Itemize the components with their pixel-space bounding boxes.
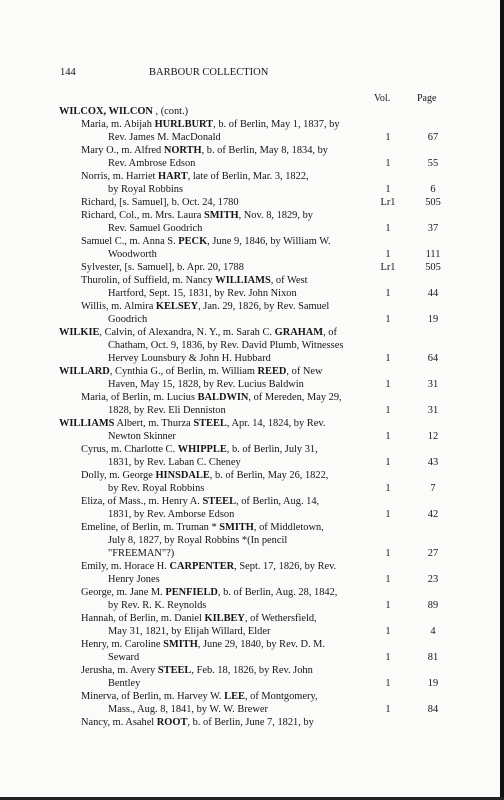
entry-line xyxy=(0,456,504,469)
entry-line xyxy=(0,443,504,456)
entry-text xyxy=(81,664,313,677)
entry-line xyxy=(0,222,504,235)
entry-text-segment: , of Berlin, Aug. 14, xyxy=(236,496,320,507)
volume-ref: 1 xyxy=(385,431,391,442)
surname: PENFIELD xyxy=(165,587,218,598)
volume-ref: 1 xyxy=(385,652,391,663)
page-ref: 6 xyxy=(430,184,436,195)
entry-text-segment: , Calvin, of Alexandra, N. Y., m. Sarah C. xyxy=(99,327,275,338)
entry-text xyxy=(59,417,325,430)
entry-text-segment: Emeline, of Berlin, m. Truman * xyxy=(81,522,220,533)
volume-ref: 1 xyxy=(385,678,391,689)
entry-text-segment: , June 29, 1840, by Rev. D. M. xyxy=(197,639,325,650)
entry-text-segment: Hartford, Sept. 15, 1831, by Rev. John Nixon xyxy=(108,288,297,299)
entry-line xyxy=(0,651,504,664)
surname: WILCOX, WILCON xyxy=(59,106,153,117)
entry-text xyxy=(108,404,226,417)
page-ref: 505 xyxy=(425,197,441,208)
entry-line xyxy=(0,183,504,196)
entry-line xyxy=(0,703,504,716)
entry-text-segment: 1828, by Rev. Eli Denniston xyxy=(108,405,226,416)
page-ref: 67 xyxy=(427,132,439,143)
entry-text xyxy=(108,157,195,170)
entry-line xyxy=(0,625,504,638)
surname: ROOT xyxy=(156,717,188,728)
entry-text xyxy=(81,209,313,222)
entry-text xyxy=(81,560,336,573)
entry-text-segment: , b. of Berlin, July 31, xyxy=(226,444,318,455)
volume-ref: 1 xyxy=(385,509,391,520)
entry-line xyxy=(0,430,504,443)
volume-ref: 1 xyxy=(385,249,391,260)
entry-line xyxy=(0,144,504,157)
entry-text xyxy=(81,495,319,508)
entry-line xyxy=(0,469,504,482)
entry-text-segment: Willis, m. Almira xyxy=(81,301,156,312)
entry-text-segment: Jerusha, m. Avery xyxy=(81,665,158,676)
entry-text xyxy=(81,638,325,651)
entry-line xyxy=(0,287,504,300)
volume-ref: 1 xyxy=(385,223,391,234)
entry-text xyxy=(108,534,287,547)
surname: KELSEY xyxy=(155,301,199,312)
entry-text xyxy=(81,716,314,729)
entry-text-segment: Newton Skinner xyxy=(108,431,176,442)
entry-text xyxy=(81,261,244,274)
entry-line xyxy=(0,521,504,534)
scan-edge-right xyxy=(500,0,504,800)
entry-text-segment: by Rev. Royal Robbins xyxy=(108,483,205,494)
surname: HINSDALE xyxy=(155,470,210,481)
entry-text-segment: Rev. James M. MacDonald xyxy=(108,132,221,143)
entry-text-segment: , b. of Berlin, May 1, 1837, by xyxy=(213,119,340,130)
entry-text xyxy=(81,274,308,287)
entry-text-segment: , of West xyxy=(270,275,308,286)
entry-text-segment: Sylvester, [s. Samuel], b. Apr. 20, 1788 xyxy=(81,262,244,273)
entry-line xyxy=(0,391,504,404)
entry-text-segment: , b. of Berlin, Aug. 28, 1842, xyxy=(217,587,338,598)
page-ref: 42 xyxy=(427,509,439,520)
entry-line xyxy=(0,261,504,274)
entry-text xyxy=(108,677,140,690)
page-ref: 19 xyxy=(427,314,439,325)
page-ref: 55 xyxy=(427,158,439,169)
entry-text xyxy=(81,196,239,209)
entry-text-segment: , of Wethersfield, xyxy=(244,613,317,624)
entry-line xyxy=(0,300,504,313)
entry-line xyxy=(0,495,504,508)
entry-text xyxy=(81,469,328,482)
surname: WHIPPLE xyxy=(177,444,227,455)
entry-text xyxy=(108,339,343,352)
entry-text xyxy=(108,651,139,664)
volume-ref: 1 xyxy=(385,574,391,585)
volume-ref: 1 xyxy=(385,132,391,143)
surname: HURLBURT xyxy=(154,119,214,130)
entry-text-segment: George, m. Jane M. xyxy=(81,587,166,598)
entry-line xyxy=(0,482,504,495)
surname: REED xyxy=(257,366,287,377)
entry-text xyxy=(108,482,204,495)
entry-text-segment: Richard, Col., m. Mrs. Laura xyxy=(81,210,204,221)
page-ref: 64 xyxy=(427,353,439,364)
page-ref: 19 xyxy=(427,678,439,689)
entry-text-segment: , Nov. 8, 1829, by xyxy=(238,210,313,221)
entry-text-segment: , (cont.) xyxy=(152,106,189,117)
page-ref: 31 xyxy=(427,405,439,416)
entry-text xyxy=(81,521,324,534)
entry-text-segment: Richard, [s. Samuel], b. Oct. 24, 1780 xyxy=(81,197,239,208)
volume-ref: 1 xyxy=(385,600,391,611)
surname: PECK xyxy=(178,236,208,247)
surname: STEEL xyxy=(202,496,237,507)
entry-text xyxy=(81,586,337,599)
page-number: 144 xyxy=(60,67,76,78)
entry-text-segment: Emily, m. Horace H. xyxy=(81,561,170,572)
running-title: BARBOUR COLLECTION xyxy=(149,67,269,78)
entry-text-segment: by Royal Robbins xyxy=(108,184,184,195)
entry-line xyxy=(0,378,504,391)
entry-line xyxy=(0,547,504,560)
entry-line xyxy=(0,508,504,521)
volume-ref: Lr1 xyxy=(380,197,396,208)
entry-text xyxy=(108,599,206,612)
page-ref: 27 xyxy=(427,548,439,559)
volume-ref: 1 xyxy=(385,184,391,195)
entry-text xyxy=(108,625,270,638)
surname: SMITH xyxy=(203,210,239,221)
entry-text-segment: Goodrich xyxy=(108,314,148,325)
volume-ref: 1 xyxy=(385,704,391,715)
entry-text-segment: , late of Berlin, Mar. 3, 1822, xyxy=(187,171,309,182)
entry-text-segment: Hannah, of Berlin, m. Daniel xyxy=(81,613,205,624)
entry-text xyxy=(81,300,329,313)
entry-line xyxy=(0,131,504,144)
entry-text-segment: , of Mereden, May 29, xyxy=(248,392,342,403)
entry-text-segment: Mass., Aug. 8, 1841, by W. W. Brewer xyxy=(108,704,268,715)
surname: NORTH xyxy=(163,145,202,156)
volume-ref: 1 xyxy=(385,457,391,468)
entry-text xyxy=(108,131,221,144)
entry-text-segment: July 8, 1827, by Royal Robbins *(In pencil xyxy=(108,535,288,546)
entry-text xyxy=(81,235,331,248)
volume-ref: Lr1 xyxy=(380,262,396,273)
entry-text-segment: by Rev. R. K. Reynolds xyxy=(108,600,207,611)
entry-line xyxy=(0,677,504,690)
entry-text-segment: , of Middletown, xyxy=(253,522,324,533)
entry-text xyxy=(108,222,202,235)
entry-line xyxy=(0,534,504,547)
entry-text xyxy=(81,391,342,404)
surname: WILLARD xyxy=(59,366,110,377)
entry-text-segment: Rev. Ambrose Edson xyxy=(108,158,196,169)
entry-line xyxy=(0,612,504,625)
page-ref: 81 xyxy=(427,652,439,663)
surname: HART xyxy=(158,171,188,182)
entry-text xyxy=(108,248,157,261)
entry-text xyxy=(81,170,309,183)
entry-text-segment: , Sept. 17, 1826, by Rev. xyxy=(234,561,337,572)
entry-text-segment: , b. of Berlin, June 7, 1821, by xyxy=(187,717,314,728)
entry-line xyxy=(0,209,504,222)
entry-text xyxy=(108,573,160,586)
entry-text-segment: Minerva, of Berlin, m. Harvey W. xyxy=(81,691,225,702)
surname: WILLIAMS xyxy=(59,418,115,429)
entry-text-segment: , Cynthia G., of Berlin, m. William xyxy=(109,366,258,377)
page-ref: 84 xyxy=(427,704,439,715)
entry-text-segment: Hervey Lounsbury & John H. Hubbard xyxy=(108,353,271,364)
entry-text-segment: , Apr. 14, 1824, by Rev. xyxy=(226,418,326,429)
volume-ref: 1 xyxy=(385,314,391,325)
entry-text xyxy=(81,118,340,131)
entry-text xyxy=(59,326,337,339)
entry-text-segment: , Jan. 29, 1826, by Rev. Samuel xyxy=(198,301,330,312)
page-ref: 43 xyxy=(427,457,439,468)
volume-ref: 1 xyxy=(385,548,391,559)
entry-text-segment: Maria, of Berlin, m. Lucius xyxy=(81,392,198,403)
entry-text xyxy=(81,612,317,625)
entry-line xyxy=(0,638,504,651)
entry-text-segment: Haven, May 15, 1828, by Rev. Lucius Baldwin xyxy=(108,379,304,390)
entry-text-segment: Thurolin, of Suffield, m. Nancy xyxy=(81,275,216,286)
entry-text-segment: , Feb. 18, 1826, by Rev. John xyxy=(191,665,313,676)
surname: STEEL xyxy=(157,665,192,676)
volume-ref: 1 xyxy=(385,288,391,299)
entry-line xyxy=(0,196,504,209)
surname: GRAHAM xyxy=(274,327,324,338)
entry-text-segment: Maria, m. Abijah xyxy=(81,119,155,130)
entry-text xyxy=(108,508,234,521)
entry-line xyxy=(0,365,504,378)
entry-line xyxy=(0,352,504,365)
entry-text-segment: , June 9, 1846, by William W. xyxy=(207,236,331,247)
entry-text-segment: Dolly, m. George xyxy=(81,470,156,481)
entry-text xyxy=(108,287,297,300)
page-ref: 12 xyxy=(427,431,439,442)
entry-text-segment: Eliza, of Mass., m. Henry A. xyxy=(81,496,203,507)
volume-ref: 1 xyxy=(385,379,391,390)
entry-line xyxy=(0,664,504,677)
entry-line xyxy=(0,170,504,183)
surname: BALDWIN xyxy=(197,392,249,403)
entry-text-segment: 1831, by Rev. Amborse Edson xyxy=(108,509,235,520)
entry-text xyxy=(108,547,174,560)
entry-text-segment: Rev. Samuel Goodrich xyxy=(108,223,203,234)
entry-text-segment: Samuel C., m. Anna S. xyxy=(81,236,179,247)
entry-text-segment: Cyrus, m. Charlotte C. xyxy=(81,444,178,455)
page-ref: 505 xyxy=(425,262,441,273)
entry-text-segment: Henry Jones xyxy=(108,574,160,585)
entry-text xyxy=(108,183,183,196)
entry-line xyxy=(0,599,504,612)
entry-text-segment: Albert, m. Thurza xyxy=(114,418,194,429)
entry-text-segment: Norris, m. Harriet xyxy=(81,171,159,182)
entry-text-segment: "FREEMAN"?) xyxy=(108,548,175,559)
entry-text xyxy=(108,313,147,326)
page-ref: 37 xyxy=(427,223,439,234)
entry-text xyxy=(108,703,268,716)
volume-ref: 1 xyxy=(385,353,391,364)
surname: STEEL xyxy=(193,418,227,429)
surname: SMITH xyxy=(163,639,198,650)
entry-line xyxy=(0,404,504,417)
page-ref: 44 xyxy=(427,288,439,299)
entry-text-segment: , b. of Berlin, May 8, 1834, by xyxy=(201,145,328,156)
entry-text-segment: Bentley xyxy=(108,678,141,689)
volume-ref: 1 xyxy=(385,626,391,637)
column-header-vol: Vol. xyxy=(374,93,391,104)
surname: CARPENTER xyxy=(169,561,235,572)
entry-text-segment: , of Montgomery, xyxy=(244,691,318,702)
surname: WILLIAMS xyxy=(215,275,271,286)
surname: KILBEY xyxy=(204,613,245,624)
page-ref: 111 xyxy=(425,249,441,260)
page-ref: 23 xyxy=(427,574,439,585)
entry-text-segment: Mary O., m. Alfred xyxy=(81,145,164,156)
page-ref: 4 xyxy=(430,626,436,637)
entry-line xyxy=(0,157,504,170)
surname: SMITH xyxy=(219,522,254,533)
entry-line xyxy=(0,417,504,430)
entry-text-segment: , of xyxy=(323,327,337,338)
entry-text-segment: Henry, m. Caroline xyxy=(81,639,164,650)
page-ref: 89 xyxy=(427,600,439,611)
entry-text xyxy=(108,352,271,365)
entry-text xyxy=(59,365,323,378)
entry-line xyxy=(0,690,504,703)
entry-line xyxy=(0,560,504,573)
entry-line xyxy=(0,105,504,118)
entry-text xyxy=(81,690,318,703)
volume-ref: 1 xyxy=(385,405,391,416)
entry-text xyxy=(108,456,241,469)
entry-text-segment: Chatham, Oct. 9, 1836, by Rev. David Plumb, Witnesses xyxy=(108,340,344,351)
entry-text xyxy=(81,144,328,157)
entry-line xyxy=(0,573,504,586)
volume-ref: 1 xyxy=(385,158,391,169)
volume-ref: 1 xyxy=(385,483,391,494)
entry-text-segment: Woodworth xyxy=(108,249,157,260)
entry-line xyxy=(0,118,504,131)
entry-line xyxy=(0,716,504,729)
entry-line xyxy=(0,326,504,339)
entry-text-segment: Nancy, m. Asahel xyxy=(81,717,157,728)
entry-line xyxy=(0,313,504,326)
entry-text xyxy=(59,105,188,118)
entry-text xyxy=(108,378,304,391)
entry-text-segment: May 31, 1821, by Elijah Willard, Elder xyxy=(108,626,271,637)
entry-text-segment: 1831, by Rev. Laban C. Cheney xyxy=(108,457,241,468)
surname: WILKIE xyxy=(59,327,100,338)
page-ref: 31 xyxy=(427,379,439,390)
entry-line xyxy=(0,339,504,352)
entry-text-segment: , of New xyxy=(286,366,323,377)
surname: LEE xyxy=(224,691,245,702)
column-header-page: Page xyxy=(417,93,437,104)
page-ref: 7 xyxy=(430,483,436,494)
entry-text xyxy=(81,443,318,456)
entry-line xyxy=(0,274,504,287)
entry-line xyxy=(0,235,504,248)
entry-text-segment: , b. of Berlin, May 26, 1822, xyxy=(209,470,329,481)
entry-text xyxy=(108,430,176,443)
entry-text-segment: Seward xyxy=(108,652,140,663)
entry-line xyxy=(0,586,504,599)
entry-line xyxy=(0,248,504,261)
scan-top-artifact xyxy=(150,0,350,6)
